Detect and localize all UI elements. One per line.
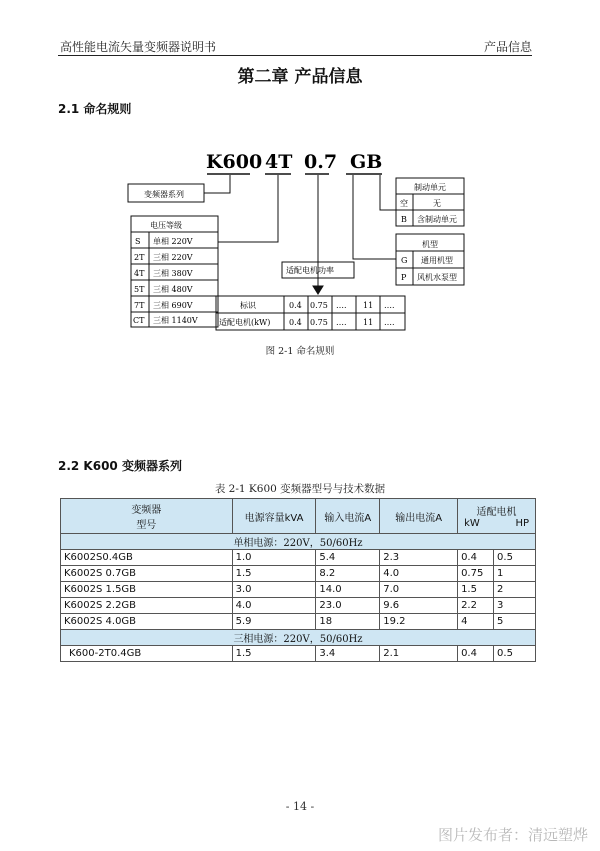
voltage-title: 电压等级 [150,221,182,230]
power-cell: …. [384,318,395,327]
type-desc: 通用机型 [421,256,453,265]
type-desc: 风机水泵型 [417,273,457,282]
header-capacity: 电源容量kVA [232,499,316,534]
power-cell: …. [336,318,347,327]
power-cell: 11 [363,318,374,327]
code-power: 0.7 [304,151,338,173]
brake-desc: 含制动单元 [417,215,457,224]
type-code: P [401,273,407,282]
table-row: K6002S 0.7GB 1.5 8.2 4.0 0.75 1 [61,566,536,582]
series-label: 变频器系列 [144,190,184,199]
voltage-desc: 三相 1140V [153,316,198,325]
header-section-name: 产品信息 [483,40,532,54]
spec-table [60,498,536,662]
brake-code: B [401,215,407,224]
table-row: K6002S 2.2GB 4.0 23.0 9.6 2.2 3 [61,598,536,614]
table-row: K6002S 4.0GB 5.9 18 19.2 4 5 [61,614,536,630]
section-heading-series: 2.2 K600 变频器系列 [58,459,182,473]
power-label: 适配电机功率 [286,266,334,275]
code-series: K600 [206,151,263,173]
header-model: 变频器 型号 [61,499,233,534]
section-heading-naming: 2.1 命名规则 [58,102,132,116]
voltage-desc: 三相 220V [153,253,193,262]
brake-desc: 无 [433,199,441,208]
type-title: 机型 [422,240,438,249]
power-cell: 标识 [240,301,256,310]
table-header-row [61,499,536,534]
header-kw: kW [464,518,480,529]
voltage-desc: 三相 380V [153,269,193,278]
header-hp: HP [515,518,529,529]
power-cell: 0.75 [310,318,328,327]
table-row: K6002S 1.5GB 3.0 14.0 7.0 1.5 2 [61,582,536,598]
watermark: 图片发布者：清远塑烨 [437,826,588,844]
brake-code: 空 [400,199,408,208]
header-input-current: 输入电流A [316,499,380,534]
code-type-brake: GB [350,151,383,173]
power-cell: 适配电机(kW) [219,318,271,327]
power-cell: …. [384,301,395,310]
power-cell: …. [336,301,347,310]
voltage-code: CT [133,316,145,325]
power-cell: 11 [363,301,374,310]
brake-title: 制动单元 [414,183,446,192]
voltage-code: 7T [134,301,145,310]
power-cell: 0.75 [310,301,328,310]
header-output-current: 输出电流A [380,499,458,534]
table-caption: 表 2-1 K600 变频器型号与技术数据 [214,483,386,495]
voltage-desc: 三相 690V [153,301,193,310]
header-motor [458,499,536,534]
table-row: K600-2T0.4GB 1.5 3.4 2.1 0.4 0.5 [61,646,536,662]
naming-rule-diagram [0,0,600,345]
page-number: - 14 - [285,800,315,813]
voltage-code: 2T [134,253,145,262]
table-group-row: 单相电源：220V，50/60Hz [61,534,536,550]
chapter-title: 第二章 产品信息 [237,67,363,87]
power-cell: 0.4 [289,318,302,327]
type-code: G [401,256,408,265]
header-document-title: 高性能电流矢量变频器说明书 [60,40,217,54]
header-motor-title: 适配电机 [476,507,517,518]
voltage-desc: 单相 220V [153,237,193,246]
table-row: K6002S0.4GB 1.0 5.4 2.3 0.4 0.5 [61,550,536,566]
table-group-row: 三相电源：220V，50/60Hz [61,630,536,646]
figure-caption: 图 2-1 命名规则 [265,346,335,357]
voltage-code: 4T [134,269,145,278]
power-cell: 0.4 [289,301,302,310]
code-voltage: 4T [265,151,293,173]
voltage-desc: 三相 480V [153,285,193,294]
voltage-code: 5T [134,285,145,294]
voltage-code: S [135,237,141,246]
